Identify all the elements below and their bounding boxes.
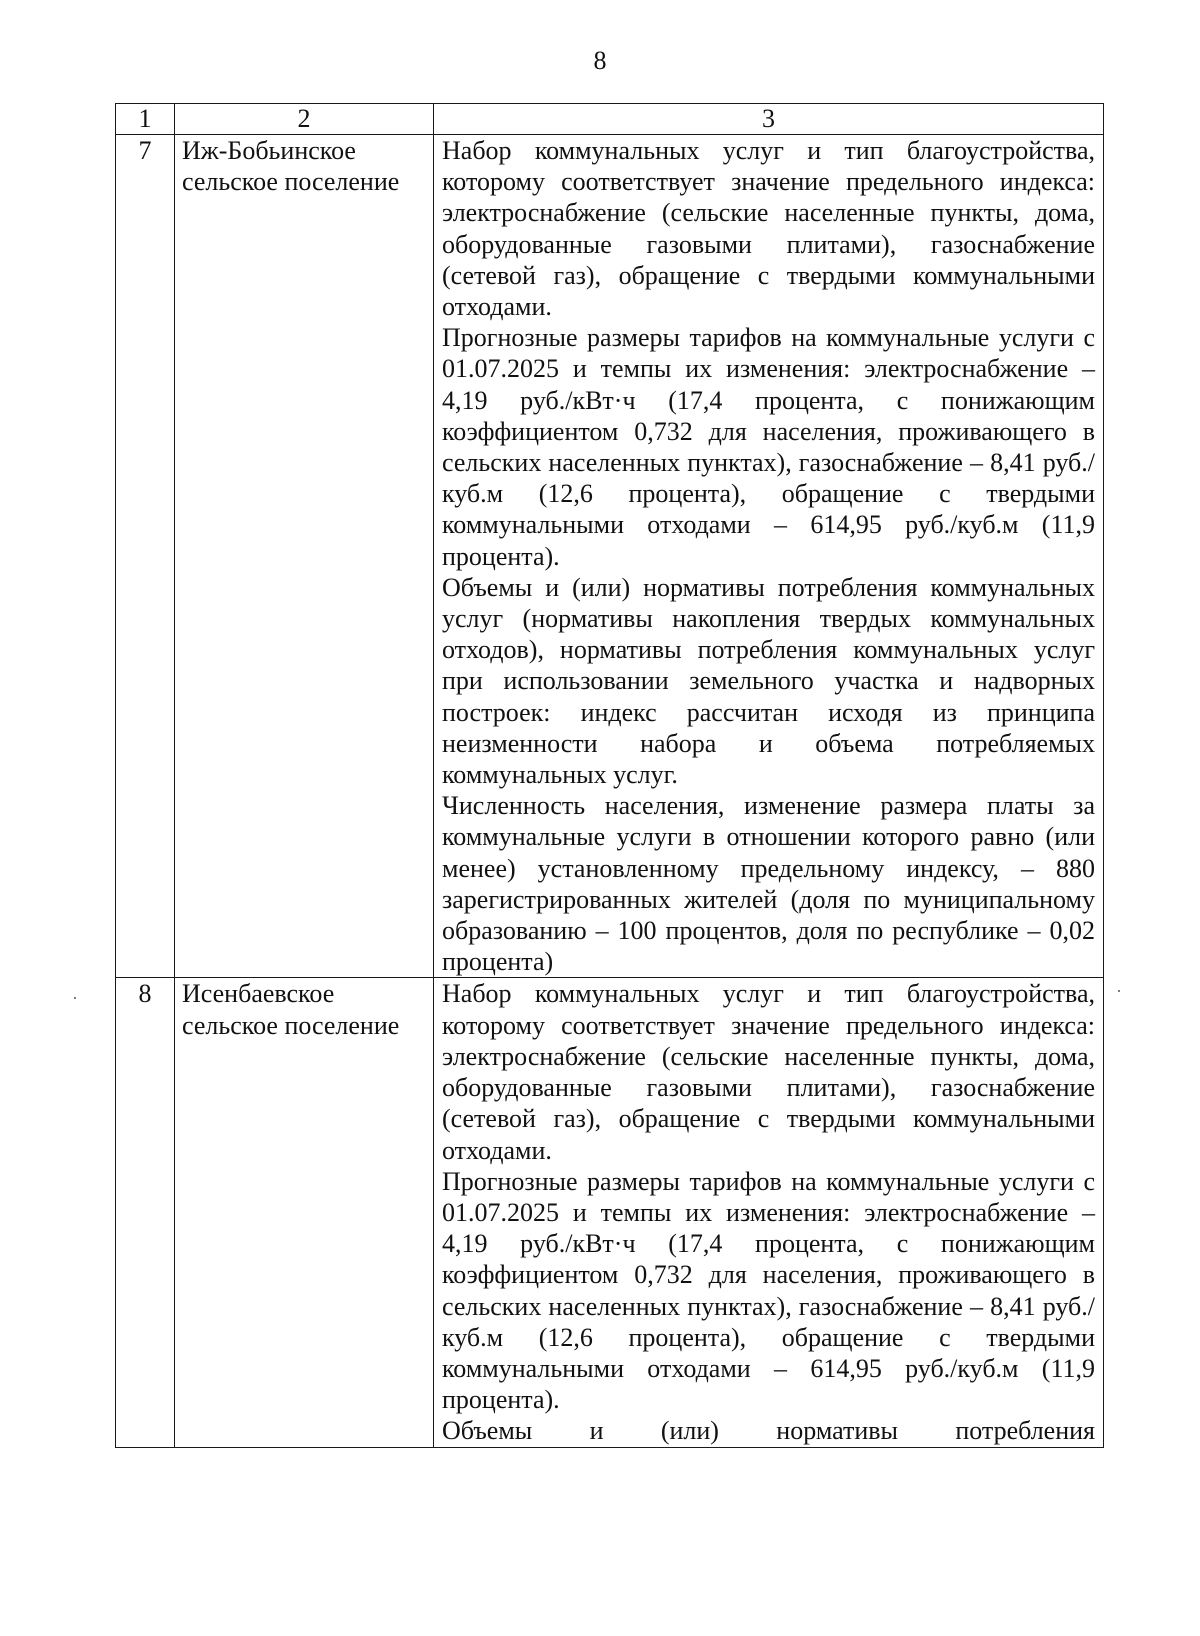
paragraph: Прогнозные размеры тарифов на коммунальные услуги с 01.07.2025 и темпы их изменения: электроснабжение – 4,19 руб./кВт·ч (17,4 процента, с понижающим коэффициентом 0,732 для населения, проживающего в сельских населенных пунктах), газоснабжение – 8,41 руб./куб.м (12,6 процента), обращение с твердыми коммунальными отходами – 614,95 руб./куб.м (11,9 процента). [442, 1166, 1095, 1415]
table-row [116, 135, 1104, 978]
table-row [116, 978, 1104, 1447]
tariff-table [115, 103, 1104, 1448]
paragraph: Объемы и (или) нормативы потребления коммунальных услуг (нормативы накопления твердых коммунальных отходов), нормативы потребления коммунальных услуг при использовании земельного участка и надворных построек: индекс рассчитан исходя из принципа неизменности набора и объема потребляемых коммунальных услуг. [442, 572, 1095, 790]
paragraph: Объемы и (или) нормативы потребления [442, 1416, 1095, 1446]
paragraph: Набор коммунальных услуг и тип благоустройства, которому соответствует значение предельного индекса: электроснабжение (сельские населенные пункты, дома, оборудованные газовыми плитами), газоснабжение (сетевой газ), обращение с твердыми коммунальными отходами. [442, 979, 1095, 1165]
row-description [434, 978, 1104, 1447]
column-header-1: 1 [116, 104, 175, 135]
scan-speck [1118, 990, 1120, 992]
paragraph: Численность населения, изменение размера платы за коммунальные услуги в отношении которого равно (или менее) установленному предельному индексу, – 880 зарегистрированных жителей (доля по муниципальному образованию – 100 процентов, доля по республике – 0,02 процента) [442, 791, 1095, 977]
page-number: 8 [593, 46, 607, 75]
paragraph: Прогнозные размеры тарифов на коммунальные услуги с 01.07.2025 и темпы их изменения: электроснабжение – 4,19 руб./кВт·ч (17,4 процента, с понижающим коэффициентом 0,732 для населения, проживающего в сельских населенных пунктах), газоснабжение – 8,41 руб./куб.м (12,6 процента), обращение с твердыми коммунальными отходами – 614,95 руб./куб.м (11,9 процента). [442, 323, 1095, 571]
settlement-name: Иж-Бобьинское сельское поселение [175, 135, 434, 978]
paragraph: Набор коммунальных услуг и тип благоустройства, которому соответствует значение предельного индекса: электроснабжение (сельские населенные пункты, дома, оборудованные газовыми плитами), газоснабжение (сетевой газ), обращение с твердыми коммунальными отходами. [442, 136, 1095, 322]
settlement-name: Исенбаевское сельское поселение [175, 978, 434, 1447]
table-header-row [116, 104, 1104, 135]
row-number: 7 [116, 135, 175, 978]
scan-speck [74, 997, 76, 999]
column-header-2: 2 [175, 104, 434, 135]
row-description [434, 135, 1104, 978]
row-number: 8 [116, 978, 175, 1447]
column-header-3: 3 [434, 104, 1104, 135]
